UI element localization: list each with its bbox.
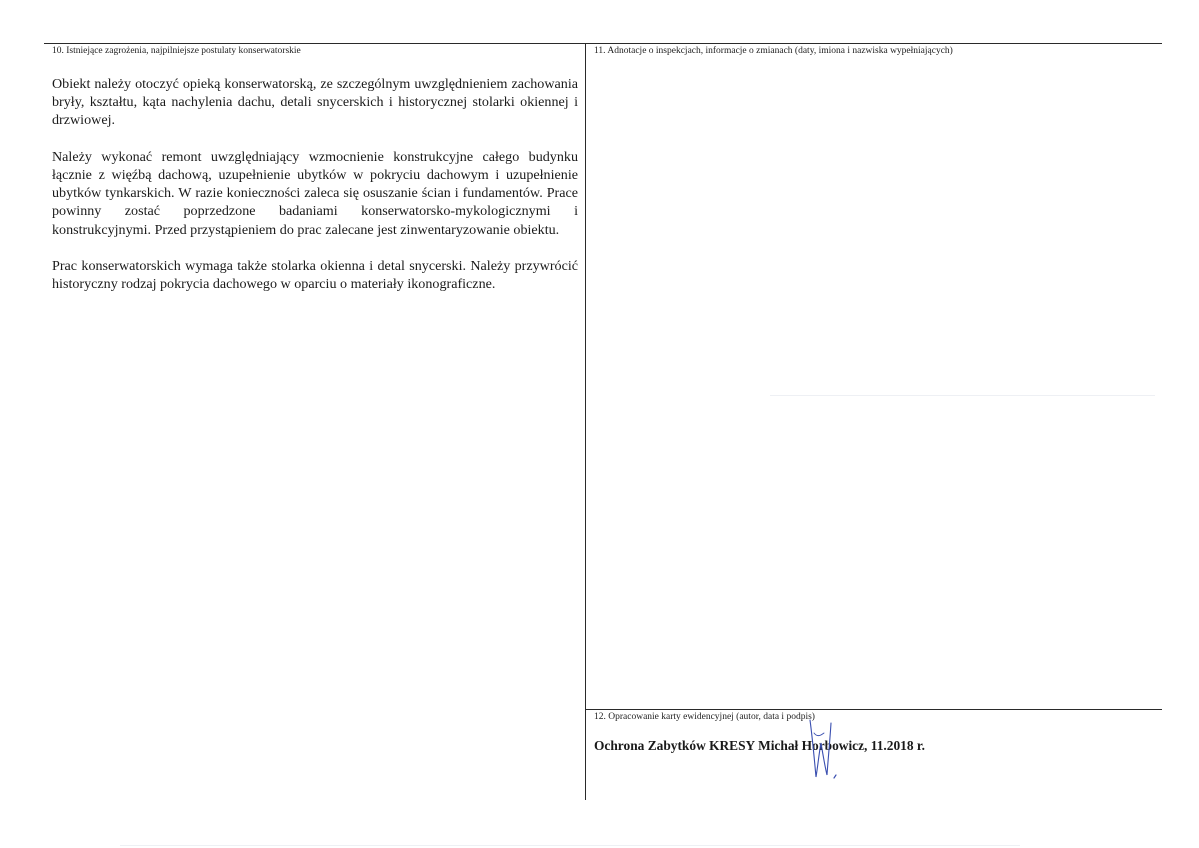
scan-artifact-line — [770, 395, 1155, 396]
handwritten-signature — [800, 715, 845, 785]
prepared-by-text: Ochrona Zabytków KRESY Michał Horbowicz, 11.2018 r. — [594, 738, 925, 753]
section-10-paragraph: Prac konserwatorskich wymaga także stolarka okienna i detal snycerski. Należy przywrócić historyczny rodzaj pokrycia dachowego w oparciu o materiały ikonograficzne. — [52, 258, 578, 293]
signature-stroke — [814, 733, 824, 736]
section-12-label: 12. Opracowanie karty ewidencyjnej (autor, data i podpis) — [594, 712, 815, 722]
section-12-top-line — [585, 709, 1162, 710]
scan-artifact-line — [120, 845, 1020, 846]
section-11-label: 11. Adnotacje o inspekcjach, informacje o zmianach (daty, imiona i nazwiska wypełniających) — [594, 46, 953, 56]
signature-stroke — [834, 775, 836, 778]
signature-stroke — [810, 720, 831, 777]
top-border-line — [44, 43, 1162, 44]
section-10-paragraph: Obiekt należy otoczyć opieką konserwatorską, ze szczególnym uwzględnieniem zachowania bryły, kształtu, kąta nachylenia dachu, detali snycerskich i historycznej stolarki okiennej i drzwiowej. — [52, 76, 578, 129]
column-divider-line — [585, 43, 586, 800]
section-10-paragraph: Należy wykonać remont uwzględniający wzmocnienie konstrukcyjne całego budynku łącznie z więźbą dachową, uzupełnienie ubytków w pokryciu dachowym i uzupełnienie ubytków tynkarskich. W razie konieczności zaleca się osuszanie ścian i fundamentów. Prace powinny zostać poprzedzone badaniami konserwatorsko-mykologicznymi i konstrukcyjnymi. Przed przystąpieniem do prac zalecane jest zinwentaryzowanie obiektu. — [52, 148, 578, 238]
section-10-label: 10. Istniejące zagrożenia, najpilniejsze postulaty konserwatorskie — [52, 46, 301, 56]
section-10-body — [52, 75, 578, 312]
